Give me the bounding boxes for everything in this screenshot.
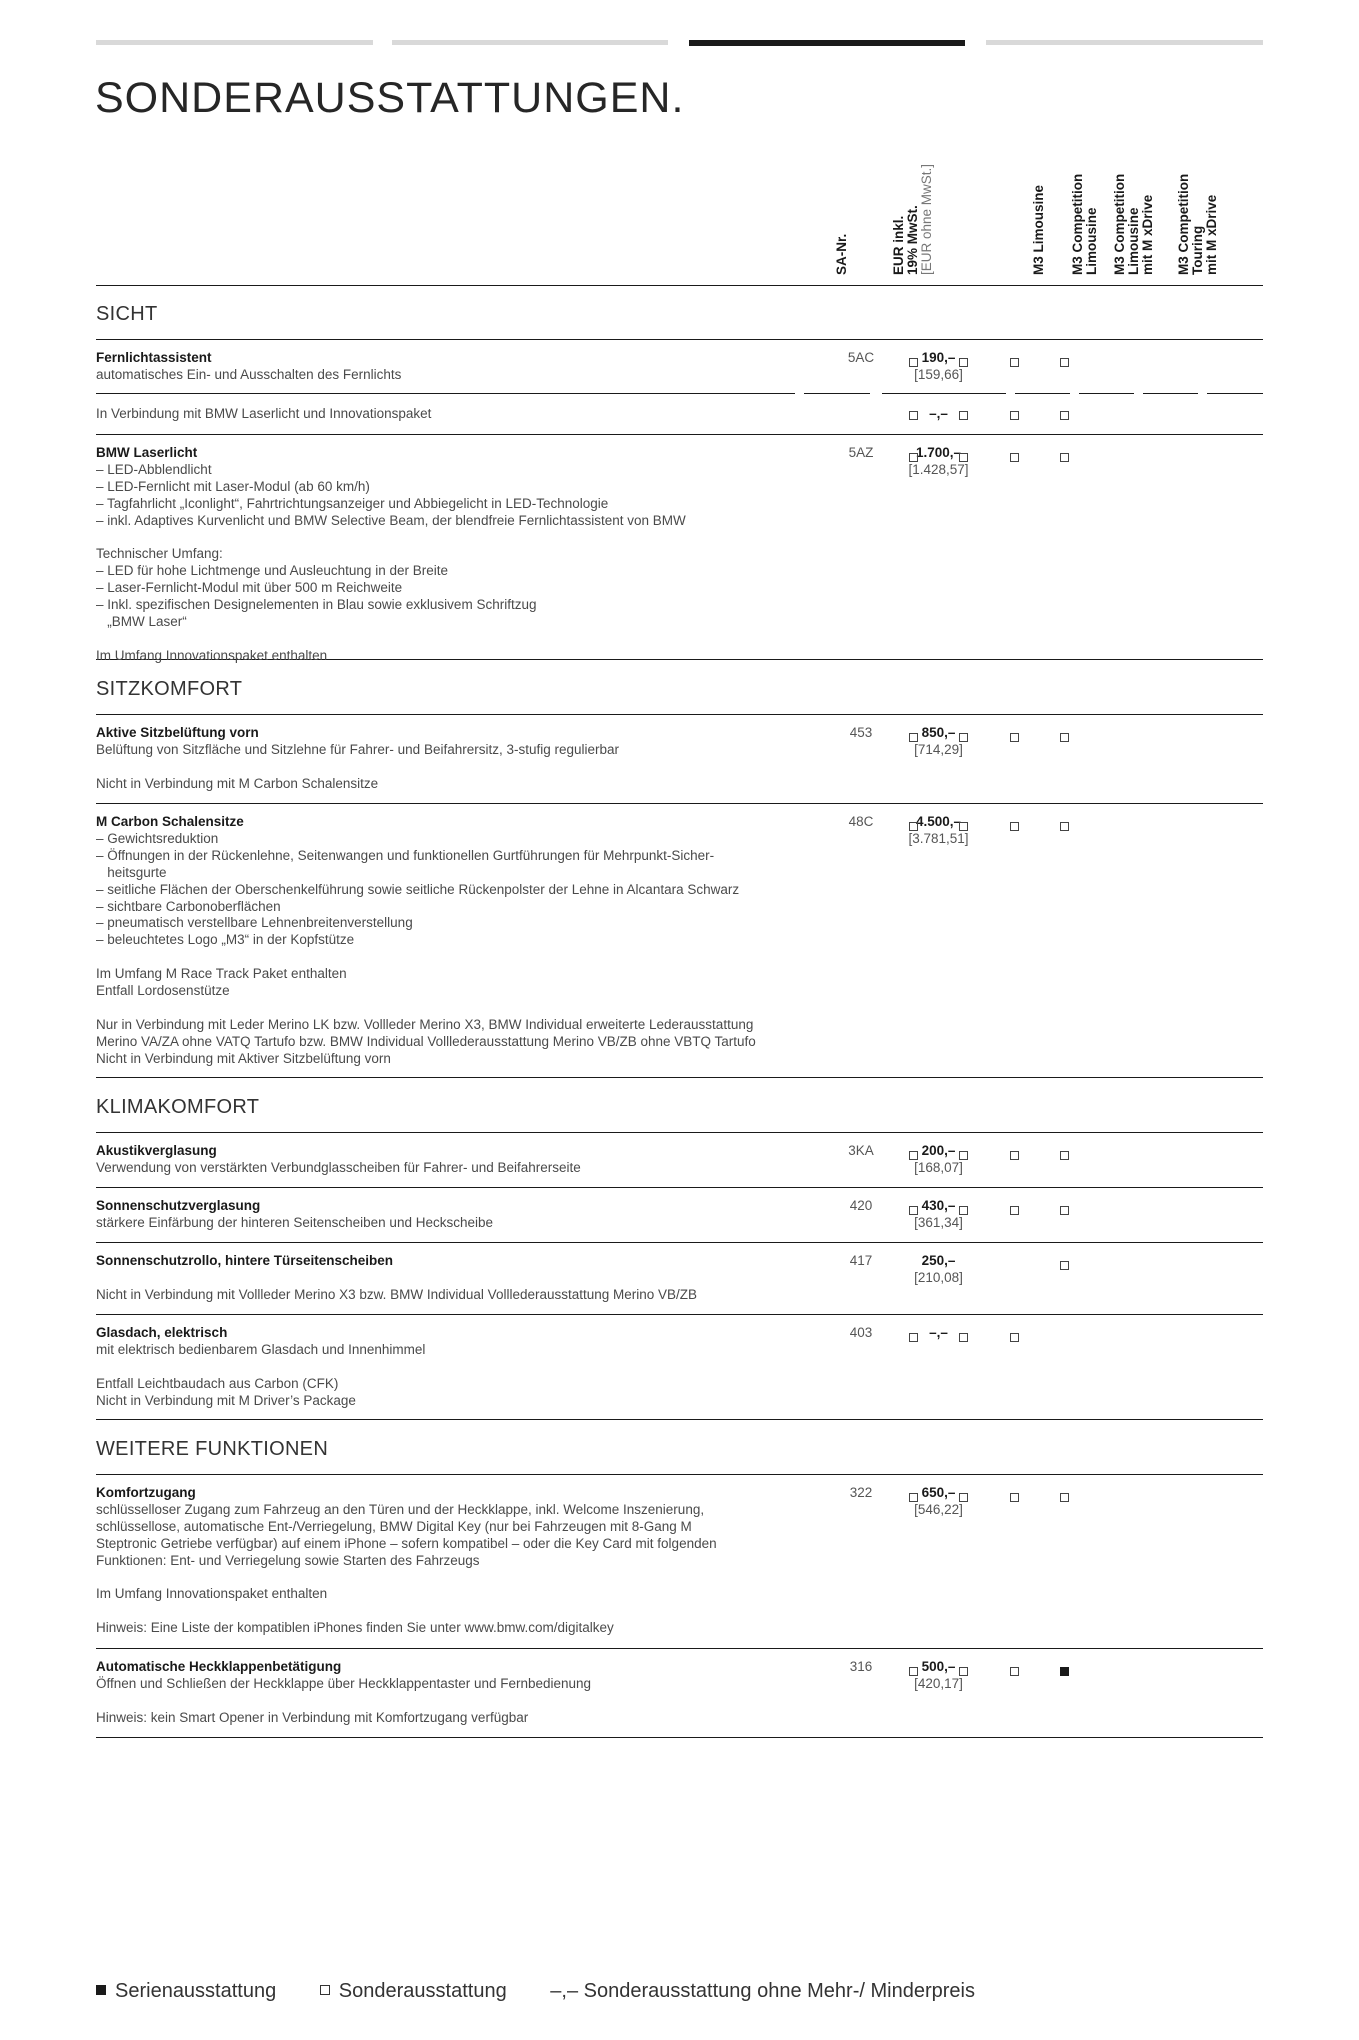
empty-square-icon	[959, 1206, 968, 1215]
equipment-row-akustikverglasung	[96, 1133, 1263, 1188]
equipment-name: Komfortzugang	[96, 1485, 196, 1500]
price-gross: 190,–	[921, 350, 956, 365]
equipment-description-block	[96, 725, 796, 793]
equipment-name: Aktive Sitzbelüftung vorn	[96, 725, 259, 740]
empty-square-icon	[909, 822, 918, 831]
equipment-description-line: – inkl. Adaptives Kurvenlicht und BMW Selective Beam, der blendfreie Fernlichtassistent von BMW	[96, 512, 686, 528]
empty-square-icon	[1010, 1667, 1019, 1676]
equipment-description-line: Im Umfang Innovationspaket enthalten	[96, 647, 328, 663]
equipment-description-line: Steptronic Getriebe verfügbar) auf einem iPhone – sofern kompatibel – oder die Key Card mit folgenden	[96, 1535, 717, 1551]
equipment-row-fernlicht-condition	[96, 394, 1263, 435]
equipment-description-line: Merino VA/ZA ohne VATQ Tartufo bzw. BMW Individual Volllederausstattung Merino VB/ZB ohne VBTQ Tartufo	[96, 1033, 756, 1049]
empty-square-icon	[1010, 1151, 1019, 1160]
sa-number: 403	[849, 1325, 873, 1340]
empty-square-icon	[1060, 1206, 1069, 1215]
equipment-description-line: – beleuchtetes Logo „M3“ in der Kopfstütze	[96, 932, 355, 948]
price-net: [361,34]	[914, 1214, 963, 1230]
empty-square-icon	[959, 1151, 968, 1160]
empty-square-icon	[959, 358, 968, 367]
equipment-description-block	[96, 1253, 796, 1304]
empty-square-icon	[909, 453, 918, 462]
equipment-description-line	[96, 1000, 100, 1015]
empty-square-icon	[1060, 1493, 1069, 1502]
price-net: [714,29]	[914, 741, 963, 757]
empty-square-icon	[1010, 1493, 1019, 1502]
equipment-row-fernlichtassistent	[96, 340, 1263, 394]
price-gross: 200,–	[921, 1143, 956, 1158]
section-sitzkomfort	[96, 660, 1263, 715]
empty-square-icon	[1060, 358, 1069, 367]
equipment-description-line	[96, 1603, 100, 1618]
empty-square-icon	[1060, 733, 1069, 742]
empty-square-icon	[909, 1333, 918, 1342]
column-header-m3-competition-limousine-xdrive: M3 Competition Limousine mit M xDrive	[1112, 173, 1155, 275]
section-sicht	[96, 285, 1263, 340]
empty-square-icon	[320, 1985, 330, 1995]
equipment-description-line: schlüsselloser Zugang zum Fahrzeug an den Türen und der Heckklappe, inkl. Welcome Inszenierung,	[96, 1501, 705, 1517]
equipment-description-line: – pneumatisch verstellbare Lehnenbreitenverstellung	[96, 915, 413, 931]
empty-square-icon	[1060, 411, 1069, 420]
sa-number: 322	[849, 1485, 873, 1500]
legend-no-price: –,– Sonderausstattung ohne Mehr-/ Minderpreis	[550, 1980, 975, 2002]
empty-square-icon	[959, 1333, 968, 1342]
empty-square-icon	[1010, 733, 1019, 742]
price-net: [420,17]	[914, 1675, 963, 1691]
section-title: SITZKOMFORT	[96, 678, 243, 700]
column-header-m3-competition-limousine: M3 Competition Limousine	[1070, 173, 1099, 275]
price-gross: 650,–	[921, 1485, 956, 1500]
equipment-description-block	[96, 1325, 796, 1410]
equipment-description-line: Im Umfang M Race Track Paket enthalten	[96, 966, 347, 982]
sa-number: 417	[849, 1253, 873, 1268]
empty-square-icon	[1010, 1333, 1019, 1342]
price-gross: 430,–	[921, 1198, 956, 1213]
price-net: [3.781,51]	[908, 830, 969, 846]
section-title: WEITERE FUNKTIONEN	[96, 1438, 329, 1460]
equipment-row-m-carbon-schalensitze	[96, 804, 1263, 1078]
price	[881, 1485, 996, 1519]
equipment-description: In Verbindung mit BMW Laserlicht und Innovationspaket	[96, 406, 432, 421]
legend-optional: Sonderausstattung	[320, 1980, 507, 2002]
price-gross: 250,–	[921, 1253, 956, 1268]
empty-square-icon	[959, 453, 968, 462]
equipment-description-line: – Laser-Fernlicht-Modul mit über 500 m Reichweite	[96, 580, 403, 596]
price-net: [159,66]	[914, 366, 963, 382]
filled-square-icon	[96, 1985, 106, 1995]
section-title: SICHT	[96, 303, 158, 325]
legend-standard: Serienausstattung	[96, 1980, 276, 2002]
equipment-description-line: – Inkl. spezifischen Designelementen in Blau sowie exklusivem Schriftzug	[96, 597, 537, 613]
table-header	[96, 148, 1263, 286]
price-net: [210,08]	[914, 1269, 963, 1285]
equipment-description-block	[96, 445, 796, 665]
equipment-description-line: heitsgurte	[96, 864, 167, 880]
equipment-row-komfortzugang	[96, 1475, 1263, 1649]
progress-segment	[96, 40, 373, 45]
equipment-row-heckklappenbetaetigung	[96, 1649, 1263, 1738]
price-net: [168,07]	[914, 1159, 963, 1175]
equipment-description-line: Hinweis: Eine Liste der kompatiblen iPhones finden Sie unter www.bmw.com/digitalkey	[96, 1620, 614, 1636]
section-title: KLIMAKOMFORT	[96, 1096, 260, 1118]
equipment-description-line: „BMW Laser“	[96, 614, 187, 630]
equipment-description-line: – Gewichtsreduktion	[96, 830, 219, 846]
price-gross: 4.500,–	[915, 814, 962, 829]
empty-square-icon	[909, 733, 918, 742]
progress-segment	[392, 40, 668, 45]
empty-square-icon	[959, 733, 968, 742]
equipment-description-line	[96, 1693, 100, 1708]
equipment-description-line: Nicht in Verbindung mit Vollleder Merino X3 bzw. BMW Individual Volllederausstattung Merino VB/ZB	[96, 1286, 698, 1302]
equipment-description-line: Nicht in Verbindung mit M Carbon Schalensitze	[96, 775, 379, 791]
empty-square-icon	[1010, 822, 1019, 831]
equipment-description-line: – seitliche Flächen der Oberschenkelführung sowie seitliche Rückenpolster der Lehne in Alcantara Schwarz	[96, 881, 740, 897]
equipment-row-aktive-sitzbelueftung	[96, 715, 1263, 804]
price	[881, 406, 996, 423]
equipment-description-line: Entfall Lordosenstütze	[96, 983, 230, 999]
equipment-row-glasdach	[96, 1315, 1263, 1420]
empty-square-icon	[909, 411, 918, 420]
equipment-description-line: Funktionen: Ent- und Verriegelung sowie Starten des Fahrzeugs	[96, 1552, 480, 1568]
equipment-description-line: – Öffnungen in der Rückenlehne, Seitenwangen und funktionellen Gurtführungen für Mehrpunkt-Sicher-	[96, 847, 715, 863]
equipment-description-line: stärkere Einfärbung der hinteren Seitenscheiben und Heckscheibe	[96, 1214, 493, 1230]
sa-number: 453	[849, 725, 873, 740]
price	[881, 445, 996, 479]
equipment-description-line: Technischer Umfang:	[96, 546, 223, 562]
page-title: SONDERAUSSTATTUNGEN.	[95, 74, 685, 122]
empty-square-icon	[1060, 453, 1069, 462]
price-net: [1.428,57]	[908, 461, 969, 477]
equipment-description-line: – Tagfahrlicht „Iconlight“, Fahrtrichtungsanzeiger und Abbiegelicht in LED-Technologie	[96, 495, 609, 511]
sa-number: 3KA	[848, 1143, 874, 1158]
empty-square-icon	[959, 822, 968, 831]
sa-number: 48C	[848, 814, 874, 829]
equipment-row-sonnenschutzrollo	[96, 1243, 1263, 1315]
price	[881, 814, 996, 848]
equipment-description-block	[96, 1659, 796, 1727]
equipment-row-bmw-laserlicht	[96, 435, 1263, 663]
equipment-description-line	[96, 530, 100, 545]
column-header-m3-limousine: M3 Limousine	[1031, 184, 1046, 275]
equipment-description-line	[96, 1359, 100, 1374]
equipment-name: Glasdach, elektrisch	[96, 1325, 228, 1340]
equipment-description-line: Nur in Verbindung mit Leder Merino LK bzw. Vollleder Merino X3, BMW Individual erweiterte Lederausstattung	[96, 1016, 754, 1032]
equipment-description-line	[96, 1570, 100, 1585]
sa-number: 316	[849, 1659, 873, 1674]
price-net: [546,22]	[914, 1501, 963, 1517]
column-header-price: EUR inkl. 19% MwSt. [EUR ohne MwSt.]	[891, 163, 934, 275]
empty-square-icon	[1010, 453, 1019, 462]
equipment-description-line: Nicht in Verbindung mit M Driver’s Package	[96, 1392, 356, 1408]
empty-square-icon	[959, 411, 968, 420]
progress-segment-active	[689, 40, 965, 46]
price	[881, 1325, 996, 1342]
price-gross: –,–	[929, 1325, 948, 1340]
equipment-name: Fernlichtassistent	[96, 350, 212, 365]
price-gross: 850,–	[921, 725, 956, 740]
empty-square-icon	[909, 1667, 918, 1676]
equipment-description-line: Im Umfang Innovationspaket enthalten	[96, 1586, 328, 1602]
equipment-description-line	[96, 949, 100, 964]
equipment-description-line	[96, 631, 100, 646]
column-header-m3-competition-touring-xdrive: M3 Competition Touring mit M xDrive	[1176, 173, 1219, 275]
equipment-table	[96, 285, 1263, 1738]
equipment-description-line: – LED-Abblendlicht	[96, 461, 212, 477]
equipment-description-line: schlüssellose, automatische Ent-/Verriegelung, BMW Digital Key (nur bei Fahrzeugen mit 8-Gang M	[96, 1518, 692, 1534]
sa-number: 5AC	[847, 350, 875, 365]
equipment-name: Automatische Heckklappenbetätigung	[96, 1659, 342, 1674]
equipment-name: Sonnenschutzverglasung	[96, 1198, 261, 1213]
empty-square-icon	[1060, 822, 1069, 831]
equipment-description-block	[96, 1198, 796, 1232]
empty-square-icon	[1060, 1151, 1069, 1160]
equipment-description-line: Verwendung von verstärkten Verbundglasscheiben für Fahrer- und Beifahrerseite	[96, 1159, 581, 1175]
price-gross: 1.700,–	[915, 445, 962, 460]
empty-square-icon	[1060, 1261, 1069, 1270]
equipment-description-line	[96, 1270, 100, 1285]
empty-square-icon	[909, 358, 918, 367]
empty-square-icon	[1010, 1206, 1019, 1215]
equipment-description-line: – LED für hohe Lichtmenge und Ausleuchtung in der Breite	[96, 563, 448, 579]
sa-number: 5AZ	[848, 445, 874, 460]
equipment-description-line	[96, 759, 100, 774]
equipment-name: Sonnenschutzrollo, hintere Türseitenscheiben	[96, 1253, 394, 1268]
equipment-name: M Carbon Schalensitze	[96, 814, 244, 829]
price-gross: 500,–	[921, 1659, 956, 1674]
sa-number: 420	[849, 1198, 873, 1213]
price	[881, 1659, 996, 1693]
section-klimakomfort	[96, 1078, 1263, 1133]
price	[881, 725, 996, 759]
equipment-description-line: mit elektrisch bedienbarem Glasdach und Innenhimmel	[96, 1341, 426, 1357]
equipment-name: BMW Laserlicht	[96, 445, 198, 460]
equipment-description-line: Belüftung von Sitzfläche und Sitzlehne für Fahrer- und Beifahrersitz, 3-stufig regulierbar	[96, 741, 620, 757]
equipment-description-line: Entfall Leichtbaudach aus Carbon (CFK)	[96, 1375, 339, 1391]
equipment-name: Akustikverglasung	[96, 1143, 217, 1158]
empty-square-icon	[909, 1206, 918, 1215]
price-gross: –,–	[929, 406, 948, 421]
empty-square-icon	[1010, 411, 1019, 420]
filled-square-icon	[1060, 1667, 1069, 1676]
empty-square-icon	[959, 1667, 968, 1676]
legend	[96, 1980, 1013, 2003]
empty-square-icon	[1010, 358, 1019, 367]
price	[881, 1143, 996, 1177]
equipment-description-line: – sichtbare Carbonoberflächen	[96, 898, 281, 914]
equipment-description-line: Nicht in Verbindung mit Aktiver Sitzbelüftung vorn	[96, 1050, 391, 1066]
price	[881, 1198, 996, 1232]
price	[881, 1253, 996, 1287]
equipment-description-block	[96, 1143, 796, 1177]
equipment-description: automatisches Ein- und Ausschalten des Fernlichts	[96, 366, 402, 382]
equipment-description-block	[96, 1485, 796, 1637]
equipment-description-line: – LED-Fernlicht mit Laser-Modul (ab 60 km/h)	[96, 478, 370, 494]
equipment-description-line: Öffnen und Schließen der Heckklappe über Heckklappentaster und Fernbedienung	[96, 1675, 592, 1691]
equipment-description-line: Hinweis: kein Smart Opener in Verbindung mit Komfortzugang verfügbar	[96, 1709, 529, 1725]
empty-square-icon	[909, 1151, 918, 1160]
empty-square-icon	[909, 1493, 918, 1502]
equipment-row-sonnenschutzverglasung	[96, 1188, 1263, 1243]
section-weitere-funktionen	[96, 1420, 1263, 1475]
equipment-description-block	[96, 814, 796, 1068]
column-header-sa-nr: SA-Nr.	[834, 233, 849, 275]
progress-segment	[986, 40, 1263, 45]
empty-square-icon	[959, 1493, 968, 1502]
progress-indicator	[96, 40, 1263, 46]
price	[881, 350, 996, 384]
